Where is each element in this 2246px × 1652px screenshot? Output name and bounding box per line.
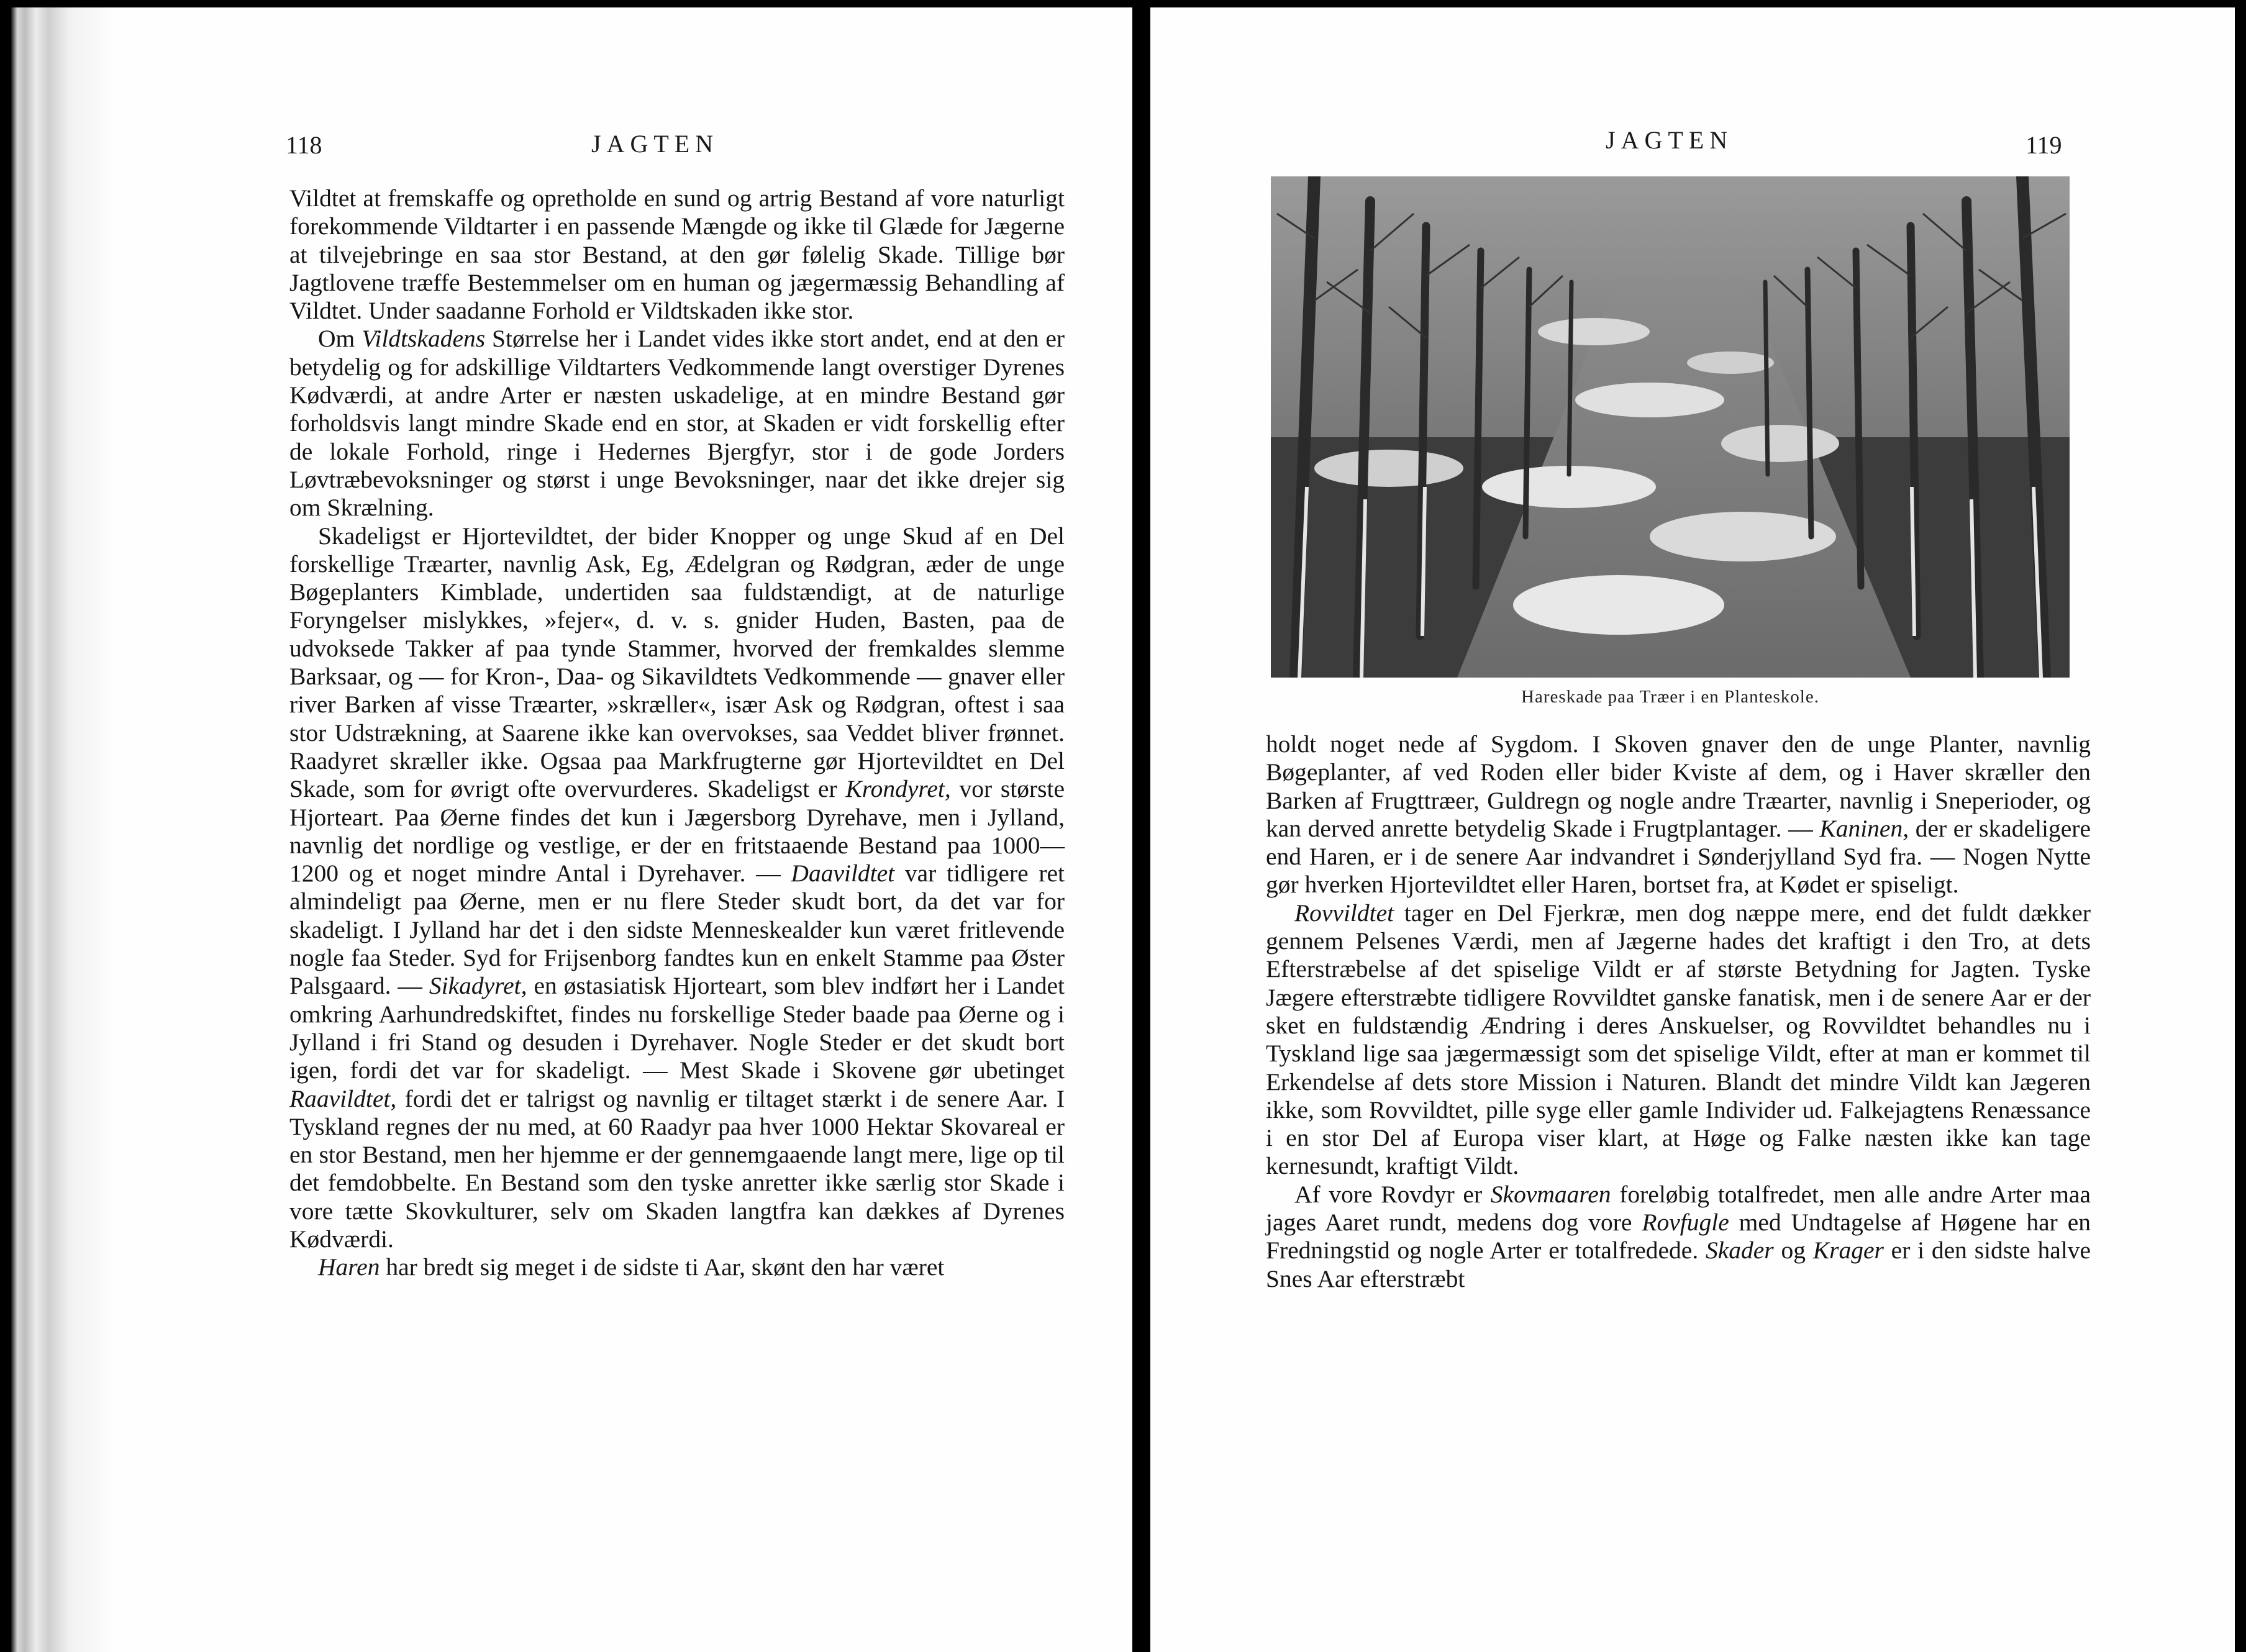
text-run: har bredt sig meget i de sidste ti Aar, skønt den har været [380,1253,945,1281]
text-run: Vildtet at fremskaffe og opretholde en sund og artrig Bestand af vore naturligt forekommende Vildtarter i en passende Mængde og ikke til Glæde for Jægerne at tilvejebringe en saa stor Bestand, at den gør følelig Skade. Tillige bør Jagtlovene træffe Bestemmelser om en human og jægermæssig Behandling af Vildtet. Under saadanne Forhold er Vildtskaden ikke stor. [289,184,1065,325]
text-run: Størrelse her i Landet vides ikke stort andet, end at den er betydelig og for adskillige Vildtarters Vedkommende langt overstiger Dyrenes Kødværdi, at andre Arter er næsten uskadelige, at en mindre Bestand gør forholdsvis langt mindre Skade end en stor, at Skaden er vidt forskellig efter de lokale Forhold, ringe i Hedernes Bjergfyr, stor i de gode Jorders Løvtræbevoksninger og størst i unge Bevoksninger, naar det ikke drejer sig om Skrælning. [289,325,1065,522]
text-run: en østasiatisk Hjorteart, som blev indført her i Landet omkring Aarhundredskiftet, findes nu forskellige Steder baade paa Øerne og i Jylland i fri Stand og desuden i Dyrehaver. Nogle Steder er det skudt bort igen, fordi det var for skadeligt. — Mest Skade i Skovene gør ubetinget [289,972,1065,1084]
italic-term: Raavildtet, [289,1084,397,1112]
left-page [11,7,1132,1652]
page-number: 119 [2025,131,2062,159]
text-run: er i den sidste halve Snes Aar efterstræbt [1266,1237,2091,1292]
paragraph [1266,1181,2091,1293]
italic-term: Daavildtet [791,860,895,887]
running-head: JAGTEN [591,130,719,158]
text-run: der er skadeligere end Haren, er i de senere Aar indvandret i Sønderjylland Syd fra. — Nogen Nytte gør hverken Hjortevildtet eller Haren, bortset fra, at Kødet er spiseligt. [1266,814,2091,899]
text-run: fordi det er talrigst og navnlig er tiltaget stærkt i de senere Aar. I Tyskland regnes der nu med, at 60 Raadyr paa hver 1000 Hektar Skovareal er en stor Bestand, men her hjemme er der gennemgaaende langt mere, lige op til det femdobbelte. En Bestand som den tyske anretter ikke særlig stor Skade i vore tætte Skovkulturer, selv om Skaden langtfra kan dækkes af Dyrenes Kødværdi. [289,1084,1065,1253]
italic-term: Kaninen, [1819,814,1909,842]
text-run: Om [318,325,362,353]
figure-caption: Hareskade paa Træer i en Planteskole. [1521,687,1819,707]
text-run: tager en Del Fjerkræ, men dog næppe mere, end det fuldt dækker gennem Pelsenes Værdi, men af Jægerne hades det kraftigt i den Tro, at dets Efterstræbelse af det spiselige Vildt er af største Betydning for Jagten. Tyske Jægere efterstræbte tidligere Rovvildtet ganske fanatisk, men i de senere Aar er der sket en fuldstændig Ændring i deres Anskuelser, og Rovvildtet behandles nu i Tyskland lige saa jægermæssigt som det spiselige Vildt, efter at man er kommet til Erkendelse af dets store Mission i Naturen. Blandt det mindre Vildt kan Jægeren ikke, som Rovvildtet, pille syge eller gamle Individer ud. Falkejagtens Renæssance i en stor Del af Europa viser klart, at Høge og Falke næsten ikke kan tage kernesundt, kraftigt Vildt. [1266,899,2091,1180]
plant-nursery-photo [1271,176,2070,678]
text-run: holdt noget nede af Sygdom. I Skoven gnaver den de unge Planter, navnlig Bøgeplanter, af ved Roden eller bider Kviste af dem, og i Haver skræller den Barken af Frugttræer, Guldregn og nogle andre Træarter, navnlig i Sneperioder, og kan derved anrette betydelig Skade i Frugtplantager. — [1266,730,2091,842]
italic-term: Rovvildtet [1294,899,1394,927]
body-text [289,184,1065,1282]
right-page [1150,7,2235,1652]
text-run: foreløbig totalfredet, men alle andre Arter maa jages Aaret rundt, medens dog vore [1266,1180,2091,1237]
text-run: Af vore Rovdyr er [1294,1180,1491,1208]
italic-term: Rovfugle [1642,1209,1729,1237]
italic-term: Vildtskadens [361,325,486,353]
text-run: med Undtagelse af Høgene har en Fredningstid og nogle Arter er totalfredede. [1266,1209,2091,1264]
paragraph [1266,899,2091,1181]
text-run: var tidligere ret almindeligt paa Øerne, men er nu flere Steder skudt bort, da det var for skadeligt. I Jylland har det i den sidste Menneskealder kun været fritlevende nogle faa Steder. Syd for Frijsenborg fandtes kun en enkelt Stamme paa Øster Palsgaard. — [289,860,1065,1000]
paragraph [289,522,1065,1254]
paragraph [289,1253,1065,1281]
running-head: JAGTEN [1606,126,1734,154]
italic-term: Haren [318,1253,380,1281]
paragraph [1266,730,2091,899]
body-text [1266,730,2091,1293]
photo-illustration [1271,176,2070,678]
paragraph [289,184,1065,325]
page-block-edges [11,7,117,1652]
page-number: 118 [286,131,322,159]
italic-term: Krager [1812,1237,1884,1264]
text-run: vor største Hjorteart. Paa Øerne findes det kun i Jægersborg Dyrehave, men i Jylland, navnlig det nordlige og vestlige, er der en fritstaaende Bestand paa 1000—1200 og et noget mindre Antal i Dyrehaver. — [289,775,1065,887]
text-run: Skadeligst er Hjortevildtet, der bider Knopper og unge Skud af en Del forskellige Træarter, navnlig Ask, Eg, Ædelgran og Rødgran, æder de unge Bøgeplanters Kimblade, undertiden saa fuldstændigt, at de naturlige Foryngelser mislykkes, »fejer«, d. v. s. gnider Huden, Basten, paa de udvoksede Takker af paa tynde Stammer, hvorved der fremkaldes slemme Barksaar, og — for Kron-, Daa- og Sikavildtets Vedkommende — gnaver eller river Barken af visse Træarter, »skræller«, især Ask og Rødgran, oftest i saa stor Udstrækning, at Saarene ikke kan overvokses, saa Veddet bliver frønnet. Raadyret skræller ikke. Ogsaa paa Markfrugterne gør Hjortevildtet en Del Skade, som for øvrigt ofte overvurderes. Skadeligst er [289,522,1065,803]
paragraph [289,325,1065,522]
italic-term: Skader [1705,1237,1774,1264]
italic-term: Krondyret, [845,775,951,803]
italic-term: Sikadyret, [429,972,527,1000]
text-run: og [1773,1237,1813,1264]
italic-term: Skovmaaren [1490,1180,1611,1208]
